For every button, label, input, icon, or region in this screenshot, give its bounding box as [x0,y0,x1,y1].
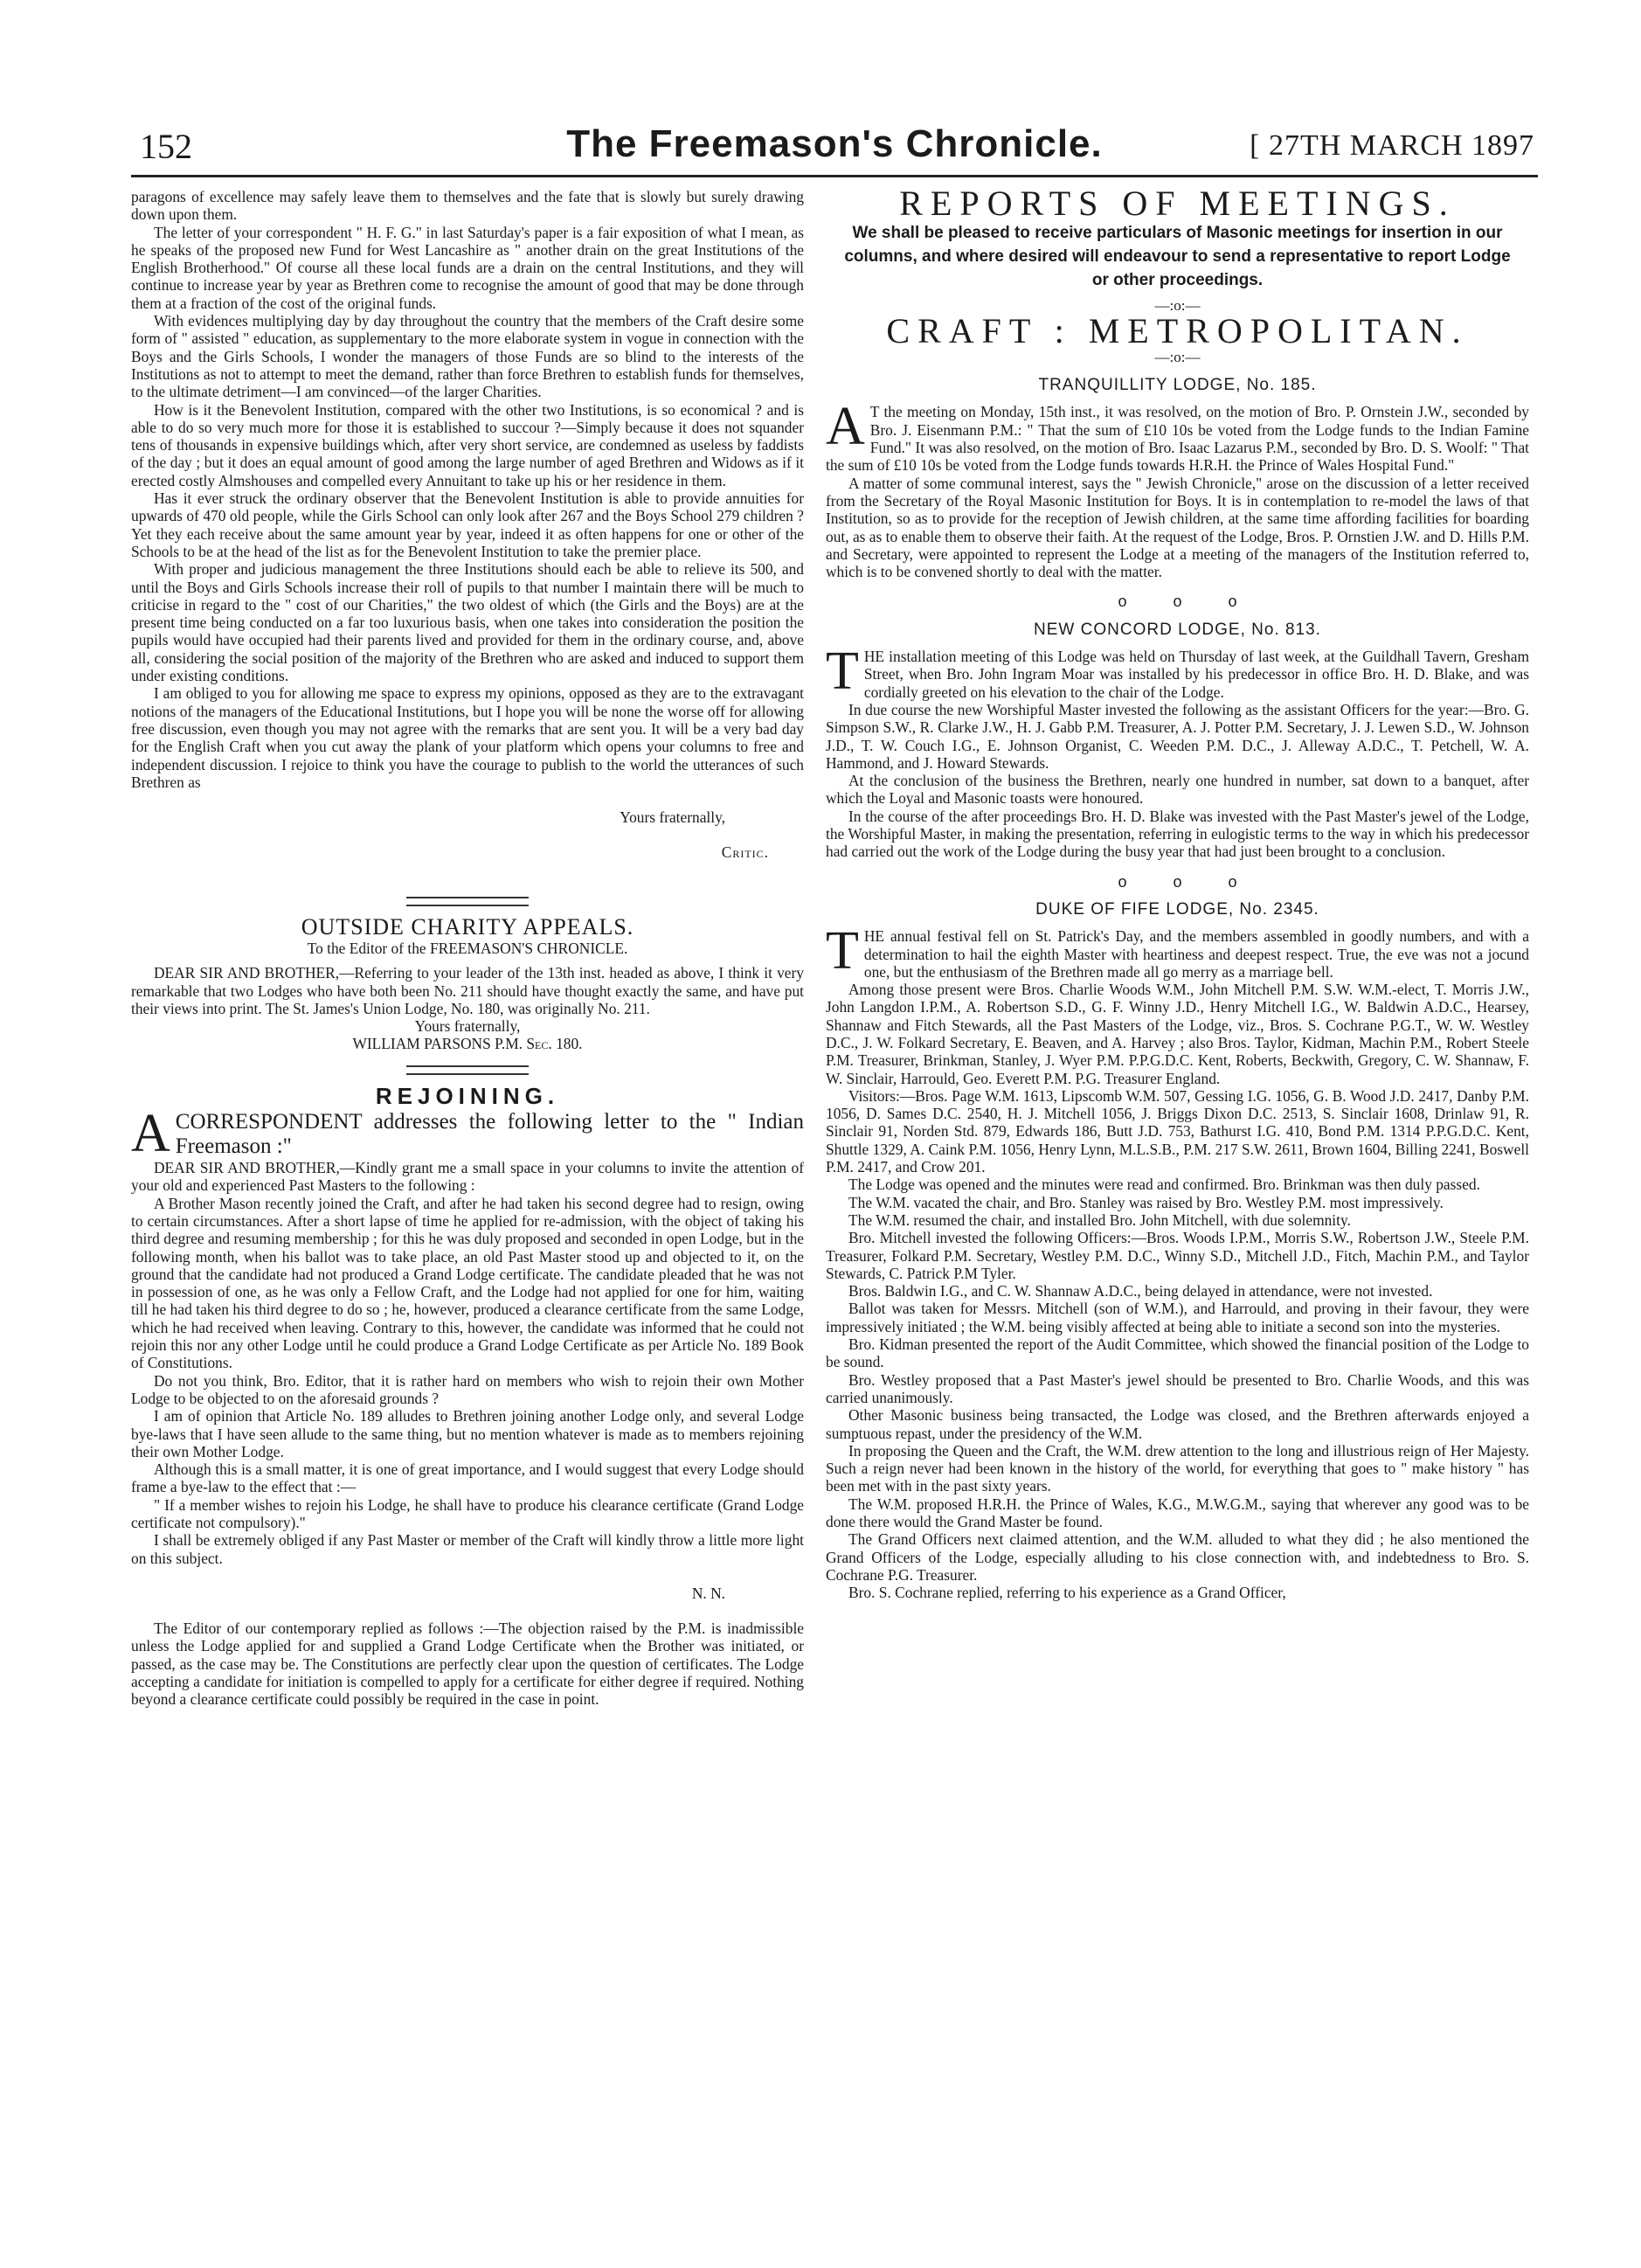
rejoining-paragraph: I shall be extremely obliged if any Past Master or member of the Craft will kindly throw a little more light on this subject. [131,1531,804,1567]
report-paragraph: The Grand Officers next claimed attention, and the W.M. alluded to what they did ; he also mentioned the Grand Officers of the Lodge, especially alluding to his close connection with, and indebtedness to Bro. S. Cochrane P.G. Treasurer. [826,1530,1529,1584]
lodge-heading: NEW CONCORD LODGE, No. 813. [1034,620,1321,639]
letter-paragraph: With proper and judicious management the three Institutions should each be able to relieve its 500, and until the Boys and Girls Schools increase their roll of pupils to that number I maintain there will be much to criticise in regard to the " cost of our Charities," the two oldest of which (the Girls and the Boys) are at the present time being conducted on a far too luxurious basis, when one takes into consideration the position the pupils would have occupied had their parents lived and provided for them in the ordinary course, and, above all, considering the social position of the majority of the Brethren who are asked and induced to support them under existing conditions. [131,560,804,685]
report-paragraph: In due course the new Worshipful Master invested the following as the assistant Officers for the year:—Bro. G. Simpson S.W., R. Clarke J.W., H. J. Gabb P.M. Treasurer, A. J. Potter P.M. Secretary, J. J. Lewen S.D., W. Johnson J.D., T. W. Couch I.G., E. Johnson Organist, C. Weeden P.M. D.C., J. Alleway A.D.C., T. Petchell, W. A. Hammond, and J. Howard Stewards. [826,700,1529,772]
outside-charity-subtitle: To the Editor of the FREEMASON'S CHRONICLE. [307,939,628,957]
letter-signature: Critic. [721,843,769,862]
publication-title: The Freemason's Chronicle. [566,122,1103,165]
lodge-heading: TRANQUILLITY LODGE, No. 185. [1038,376,1317,395]
right-column [826,184,1529,1602]
rejoining-intro [131,1104,804,1164]
drop-cap: T [826,921,859,981]
section-rule [406,897,529,906]
rejoining-paragraph: A Brother Mason recently joined the Craft, and after he had taken his second degree had to resign, owing to certain circumstances. After a short lapse of time he applied for re-admission, with the object of taking his third degree and resuming membership ; for this he was duly proposed and seconded in open Lodge, but in the following month, when his ballot was to take place, an old Past Master stood up and objected to it, on the ground that the candidate had not produced a Grand Lodge certificate. The candidate pleaded that he was not in possession of one, as he was only a Fellow Craft, and the Lodge had not applied for one for him, waiting till he had taken his third degree to do so ; he, however, produced a clearance certificate from the same Lodge, which he had received when leaving. Contrary to this, however, the candidate was informed that he could not rejoin this nor any other Lodge until he could produce a Grand Lodge Certificate as per Article No. 189 Book of Constitutions. [131,1194,804,1372]
report-paragraph: Bro. Westley proposed that a Past Master's jewel should be presented to Bro. Charlie Woods, and this was carried unanimously. [826,1370,1529,1406]
drop-cap: A [131,1104,170,1164]
report-paragraph: Other Masonic business being transacted, the Lodge was closed, and the Brethren afterwards enjoyed a sumptuous repast, under the presidency of the W.M. [826,1406,1529,1442]
reports-title: REPORTS OF MEETINGS. [899,184,1456,223]
lodge-heading: DUKE OF FIFE LODGE, No. 2345. [1035,899,1319,919]
letter-paragraph: I am obliged to you for allowing me space to express my opinions, opposed as they are to the extravagant notions of the managers of the Educational Institutions, but I hope you will be none the worse off for allowing free discussion, even though you may not agree with the remarks that are sent you. It will be a very bad day for the English Craft when you cut away the plank of your platform which opens your columns to free and independent discussion. I rejoice to think you have the courage to publish to the world the utterances of such Brethren as [131,684,804,791]
report-paragraph: Bro. S. Cochrane replied, referring to his experience as a Grand Officer, [848,1584,1286,1602]
letter-paragraph: Has it ever struck the ordinary observer that the Benevolent Institution is able to provide annuities for upwards of 470 old people, while the Girls School can only look after 267 and the Boys School 279 children ? Yet they each receive about the same amount year by year, indeed it as often happens for one or other of the Schools to be at the head of the list as for the Benevolent Institution to take the premier place. [131,489,804,560]
rejoining-first-line: CORRESPONDENT addresses the following letter to the " Indian Freemason :" [175,1110,804,1159]
craft-metropolitan-title: CRAFT : METROPOLITAN. [886,310,1469,350]
outside-charity-title: OUTSIDE CHARITY APPEALS. [301,913,634,940]
report-paragraph: Bros. Baldwin I.G., and C. W. Shannaw A.D.C., being delayed in attendance, were not invested. [848,1282,1433,1300]
letter-paragraph: The letter of your correspondent " H. F. G." in last Saturday's paper is a fair exposition of what I mean, as he speaks of the proposed new Fund for West Lancashire as " another drain on the great Institutions of the English Brotherhood." Of course all these local funds are a drain on the central Institutions, and they will continue to increase year by year as Brethren come to recognise the amount of good that may be done through them at a fraction of the cost of the original funds. [131,223,804,312]
report-paragraph: Visitors:—Bros. Page W.M. 1613, Lipscomb W.M. 507, Gessing I.G. 1056, G. B. Wood J.D. 2417, Danby P.M. 1056, D. Sames D.C. 2540, H. J. Mitchell 1056, J. Briggs Dixon D.C. 2513, S. Sinclair 1608, Drinlaw 91, R. Sinclair 91, Norden Std. 879, Edwards 186, Butt J.D. 753, Bathurst I.G. 410, Bond P.M. 1314 P.P.G.D.C. Kent, Shuttle 1329, A. Caink P.M. 1056, Henry Lynn, M.L.S.B., P.M. 217 S.W. 2611, Brown 1604, Billing 2241, Boswell P.M. 2417, and Crow 201. [826,1086,1529,1176]
report-paragraph: Bro. Kidman presented the report of the Audit Committee, which showed the financial position of the Lodge to be sound. [826,1335,1529,1371]
divider: —:o:— [1154,297,1201,315]
report-paragraph: In the course of the after proceedings Bro. H. D. Blake was invested with the Past Master's jewel of the Lodge, the Worshipful Master, in making the presentation, referring in eulogistic terms to the way in which his predecessor had carried out the work of the Lodge during the busy year that had just been brought to a conclusion. [826,807,1529,861]
report-paragraph: At the conclusion of the business the Brethren, nearly one hundred in number, sat down to a banquet, after which the Loyal and Masonic toasts were honoured. [826,772,1529,808]
drop-cap: T [826,642,859,702]
outside-charity-signature: WILLIAM PARSONS P.M. Sec. 180. [352,1035,583,1053]
section-rule [406,1065,529,1075]
outside-charity-body: DEAR SIR AND BROTHER,—Referring to your leader of the 13th inst. headed as above, I think it very remarkable that two Lodges who have both been No. 211 should have thought exactly the same, and have put their views into print. The St. James's Union Lodge, No. 180, was originally No. 211. [131,964,804,1017]
left-column [131,188,804,1709]
separator: o o o [1118,872,1237,891]
rejoining-paragraph: " If a member wishes to rejoin his Lodge, he shall have to produce his clearance certificate (Grand Lodge certificate not compulsory)." [131,1495,804,1531]
report-paragraph: A matter of some communal interest, says the " Jewish Chronicle," arose on the discussion of a letter received from the Secretary of the Royal Masonic Institution for Boys. It is in contemplation to re-model the laws of that Institution, so as to provide for the reception of Jewish children, at the same time affording facilities for boarding out, as as to enable them to observe their faith. At the request of the Lodge, Bros. P. Ornstien J.W. and D. Hills P.M. and Secretary, were appointed to represent the Lodge at a meeting of the managers of the Institution referred to, which is to be convened shortly to deal with the matter. [826,474,1529,581]
report-paragraph: Bro. Mitchell invested the following Officers:—Bros. Woods I.P.M., Morris S.W., Robertson J.W., Steele P.M. Treasurer, Folkard P.M. Secretary, Westley P.M. D.C., Winny S.D., Mitchell J.D., Fitch, Machin P.M., and Taylor Stewards, C. Patrick P.M Tyler. [826,1229,1529,1282]
report-paragraph: HE installation meeting of this Lodge was held on Thursday of last week, at the Guildhall Tavern, Gresham Street, when Bro. John Ingram Moar was installed by his predecessor in office Bro. H. D. Blake, and was cordially greeted on his elevation to the chair of the Lodge. [863,648,1529,701]
drop-cap: A [826,397,865,457]
rejoining-paragraph: DEAR SIR AND BROTHER,—Kindly grant me a small space in your columns to invite the attention of your old and experienced Past Masters to the following : [131,1159,804,1195]
rejoining-signature: N. N. [691,1584,725,1602]
tranquillity-report [826,397,1529,581]
report-paragraph: The W.M. vacated the chair, and Bro. Stanley was raised by Bro. Westley P.M. most impressively. [848,1193,1444,1211]
letter-closing: Yours fraternally, [620,808,725,827]
fife-report [826,921,1529,1602]
separator: o o o [1118,593,1237,611]
report-paragraph: T the meeting on Monday, 15th inst., it was resolved, on the motion of Bro. P. Ornstein J.W., seconded by Bro. J. Eisenmann P.M.: " That the sum of £10 10s be voted from the Lodge funds to the Indian Famine Fund." It was also resolved, on the motion of Bro. Isaac Lazarus P.M., seconded by Bro. D. S. Woolf: " That the sum of £10 10s be voted from the Lodge funds towards H.R.H. the Prince of Wales Hospital Fund." [826,403,1529,475]
letter-paragraph: How is it the Benevolent Institution, compared with the other two Institutions, is so economical ? and is able to do so very much more for those it is established to succour ?—Simply because it does not squander tens of thousands in expensive buildings which, after very short service, are condemned as useless by faddists of the day ; but it does an equal amount of good among the large number of aged Brethren and Widows as if it erected costly Almshouses and compelled every Annuitant to take up his or her residence in them. [131,400,804,489]
rejoining-paragraph: Do not you think, Bro. Editor, that it is rather hard on members who wish to rejoin their own Mother Lodge to be objected to on the aforesaid grounds ? [131,1371,804,1407]
rejoining-paragraph: Although this is a small matter, it is one of great importance, and I would suggest that every Lodge should frame a bye-law to the effect that :— [131,1460,804,1496]
rejoining-paragraph: I am of opinion that Article No. 189 alludes to Brethren joining another Lodge only, and several Lodge bye-laws that I have seen allude to the same thing, but no mention whatever is made as to members rejoining their own Mother Lodge. [131,1407,804,1460]
issue-date: [ 27TH MARCH 1897 [1250,129,1534,162]
reports-notice: We shall be pleased to receive particulars of Masonic meetings for insertion in our columns, and where desired will endeavour to send a representative to report Lodge or other proceedings. [844,224,1511,290]
masthead [131,122,1538,177]
report-paragraph: The W.M. proposed H.R.H. the Prince of Wales, K.G., M.W.G.M., saying that wherever any good was to be done there would the Grand Master be found. [826,1495,1529,1530]
concord-report [826,642,1529,861]
report-paragraph: The W.M. resumed the chair, and installed Bro. John Mitchell, with due solemnity. [848,1210,1351,1229]
divider: —:o:— [1154,348,1201,365]
report-paragraph: In proposing the Queen and the Craft, the W.M. drew attention to the long and illustrious reign of Her Majesty. Such a reign never had been known in the history of the world, for everything that goes to " make history " has been met with in the past sixty years. [826,1441,1529,1495]
page-number: 152 [140,127,192,166]
outside-charity-closing: Yours fraternally, [414,1017,521,1036]
report-paragraph: The Lodge was opened and the minutes were read and confirmed. Bro. Brinkman was then duly passed. [848,1176,1480,1194]
report-paragraph: Among those present were Bros. Charlie Woods W.M., John Mitchell P.M. S.W. W.M.-elect, T. Morris J.W., John Langdon I.P.M., A. Robertson S.D., G. F. Winny J.D., Henry Mitchell I.G., W. Baldwin A.D.C., Hearsey, Shannaw and Fitch Stewards, all the Past Masters of the Lodge, viz., Bros. S. Cochrane P.G.T., W. W. Westley D.C., J. W. Folkard Secretary, E. Beaven, and A. Harvey ; also Bros. Taylor, Kidman, Machin P.M., Robert Steele P.M. Treasurer, Brinkman, Stanley, J. Wyer P.M. P.P.G.D.C. Kent, Roberts, Beckwith, Gregory, C. W. Shannaw, F. W. Sinclair, Harrould, Geo. Everett P.M. P.G. Treasurer England. [826,981,1529,1087]
report-paragraph: Ballot was taken for Messrs. Mitchell (son of W.M.), and Harrould, and proving in their favour, they were impressively initiated ; the W.M. being visibly affected at being able to initiate a second son into the mysteries. [826,1300,1529,1335]
letter-paragraph: paragons of excellence may safely leave them to themselves and the fate that is slowly but surely drawing down upon them. [131,188,804,224]
report-paragraph: HE annual festival fell on St. Patrick's Day, and the members assembled in goodly numbers, and with a determination to hail the eighth Master with heartiness and deepest respect. True, the eve was not a jocund one, but the enthusiasm of the Brethren made all go merry as a marriage bell. [863,927,1529,981]
editor-reply: The Editor of our contemporary replied as follows :—The objection raised by the P.M. is inadmissible unless the Lodge applied for and supplied a Grand Lodge Certificate when the Brother was initiated, or passed, as the case may be. The Constitutions are perfectly clear upon the question of certificates. The Lodge accepting a candidate for initiation is compelled to apply for a certificate for either degree if required. Nothing beyond a clearance certificate could possibly be required in the case in point. [131,1620,804,1709]
rejoining-title: REJOINING. [375,1082,560,1109]
letter-paragraph: With evidences multiplying day by day throughout the country that the members of the Craft desire some form of " assisted " education, as supplementary to the more elaborate system in vogue in connection with the Boys and the Girls Schools, I wonder the managers of those Funds are so blind to the interests of the Institutions as not to attempt to meet the demand, rather than force Brethren to establish funds for themselves, to the ultimate detriment—I am convinced—of the larger Charities. [131,312,804,401]
